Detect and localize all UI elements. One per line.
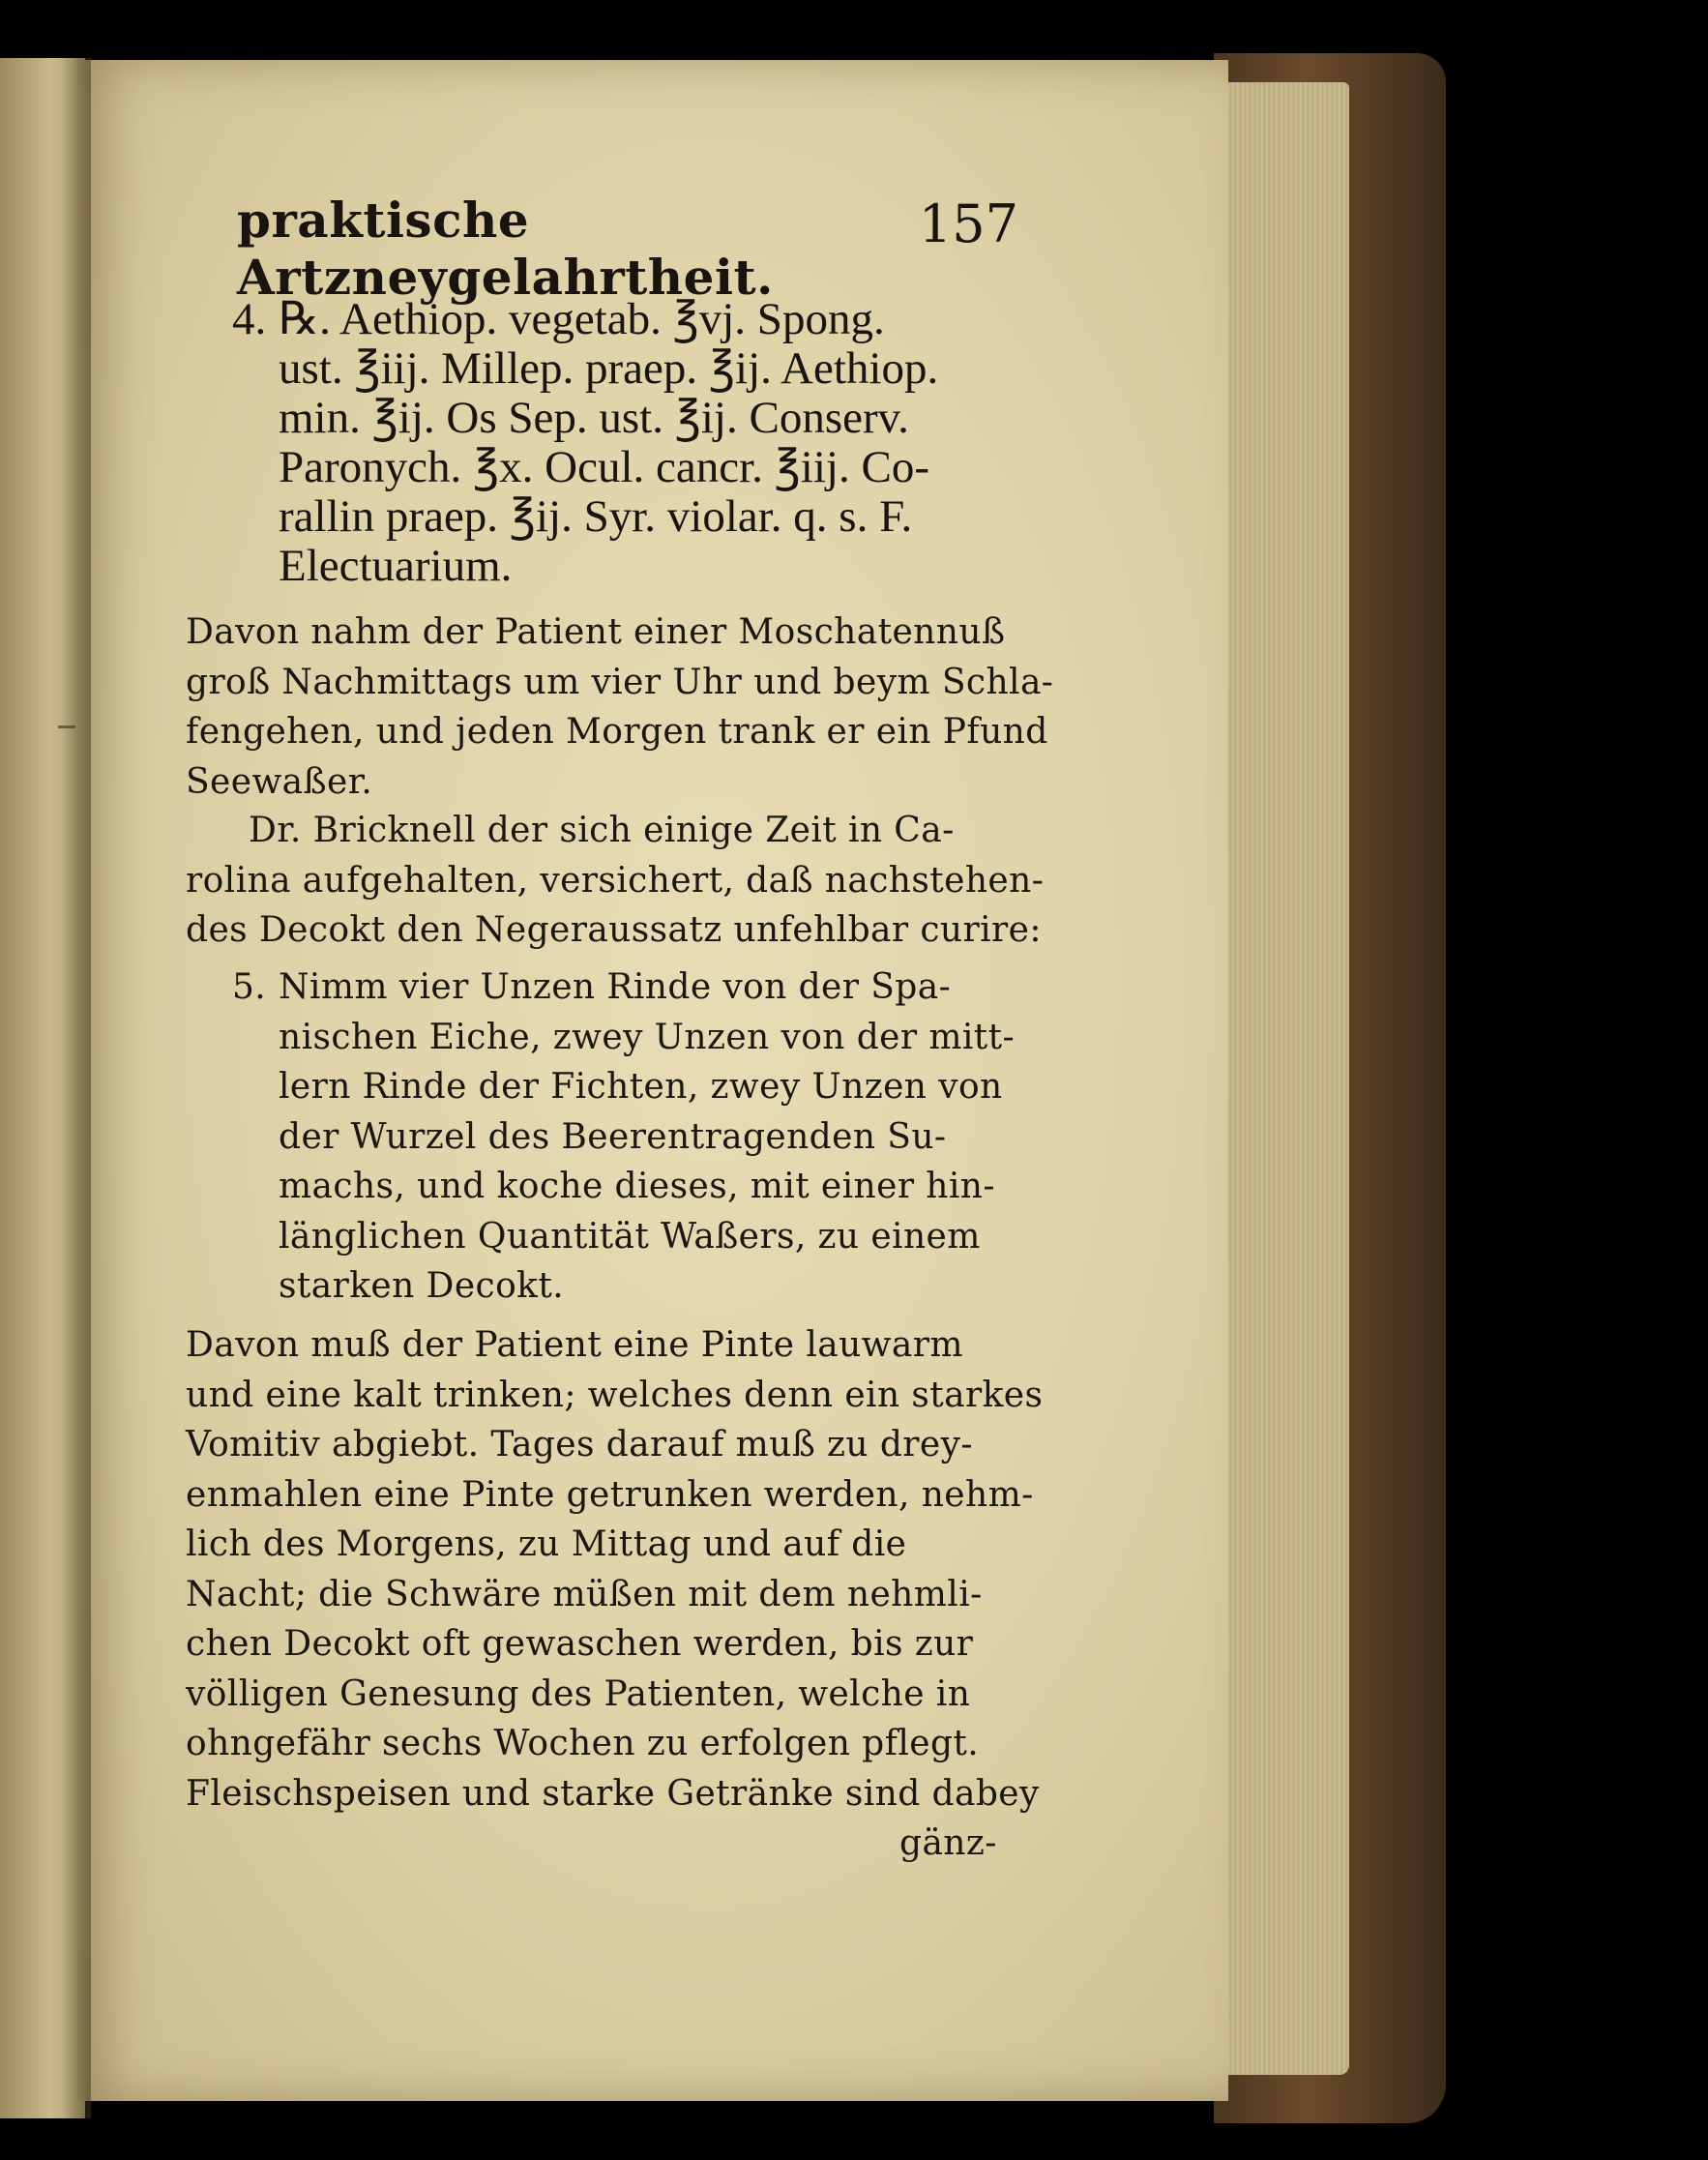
text-line: länglichen Quantität Waßers, zu einem <box>279 1216 981 1257</box>
text-line: Nimm vier Unzen Rinde von der Spa- <box>279 967 952 1007</box>
text-line: völligen Genesung des Patienten, welche in <box>186 1673 971 1714</box>
item-5 <box>232 962 1016 1312</box>
text-line: chen Decokt oft gewaschen werden, bis zur <box>186 1624 974 1664</box>
text-line: des Decokt den Negeraussatz unfehlbar curire: <box>186 910 1042 950</box>
running-title: praktische Artzneygelahrtheit. <box>237 192 774 306</box>
text-line: fengehen, und jeden Morgen trank er ein Pfund <box>186 712 1048 752</box>
recipe-4 <box>232 295 1016 591</box>
spine-shadow <box>62 58 91 2118</box>
item-number: 5. <box>232 967 267 1007</box>
paragraph-3 <box>186 1320 1044 1819</box>
text-line: rallin praep. ℥ij. Syr. violar. q. s. F. <box>279 491 913 542</box>
text-line: ℞. Aethiop. vegetab. ℥vj. Spong. <box>279 294 885 344</box>
text-line: Fleischspeisen und starke Getränke sind dabey <box>186 1773 1040 1814</box>
page-block-edges <box>1214 82 1349 2075</box>
text-line: lern Rinde der Fichten, zwey Unzen von <box>279 1067 1003 1107</box>
text-line: starken Decokt. <box>279 1266 565 1306</box>
text-line: lich des Morgens, zu Mittag und auf die <box>186 1524 907 1564</box>
text-line: Seewaßer. <box>186 761 373 802</box>
text-line: Dr. Bricknell der sich einige Zeit in Ca- <box>249 811 955 850</box>
page-number: 157 <box>918 193 1018 254</box>
text-line: nischen Eiche, zwey Unzen von der mitt- <box>279 1017 1016 1057</box>
text-line: Davon muß der Patient eine Pinte lauwarm <box>186 1325 963 1365</box>
paragraph-2 <box>186 806 1045 956</box>
text-line: Nacht; die Schwäre müßen mit dem nehmli- <box>186 1574 983 1614</box>
text-line: rolina aufgehalten, versichert, daß nachstehen- <box>186 860 1045 901</box>
text-line: Davon nahm der Patient einer Moschatennuß <box>186 612 1006 652</box>
text-line: Electuarium. <box>279 541 513 591</box>
text-line: ust. ℥iij. Millep. praep. ℥ij. Aethiop. <box>279 343 939 394</box>
text-line: min. ℥ij. Os Sep. ust. ℥ij. Conserv. <box>279 393 909 443</box>
page-header <box>237 192 1018 306</box>
text-line: ohngefähr sechs Wochen zu erfolgen pflegt. <box>186 1724 980 1763</box>
text-line: und eine kalt trinken; welches denn ein starkes <box>186 1375 1044 1415</box>
paragraph-1 <box>186 607 1054 807</box>
text-line: Paronych. ℥x. Ocul. cancr. ℥iij. Co- <box>279 442 929 492</box>
text-line: Vomitiv abgiebt. Tages darauf muß zu drey- <box>186 1425 973 1465</box>
text-line: enmahlen eine Pinte getrunken werden, nehm- <box>186 1474 1034 1515</box>
text-line: groß Nachmittags um vier Uhr und beym Schla- <box>186 662 1054 702</box>
text-line: machs, und koche dieses, mit einer hin- <box>279 1167 995 1206</box>
text-line: der Wurzel des Beerentragenden Su- <box>279 1116 947 1157</box>
item-number: 4. <box>232 294 267 344</box>
catchword: gänz- <box>899 1823 997 1863</box>
